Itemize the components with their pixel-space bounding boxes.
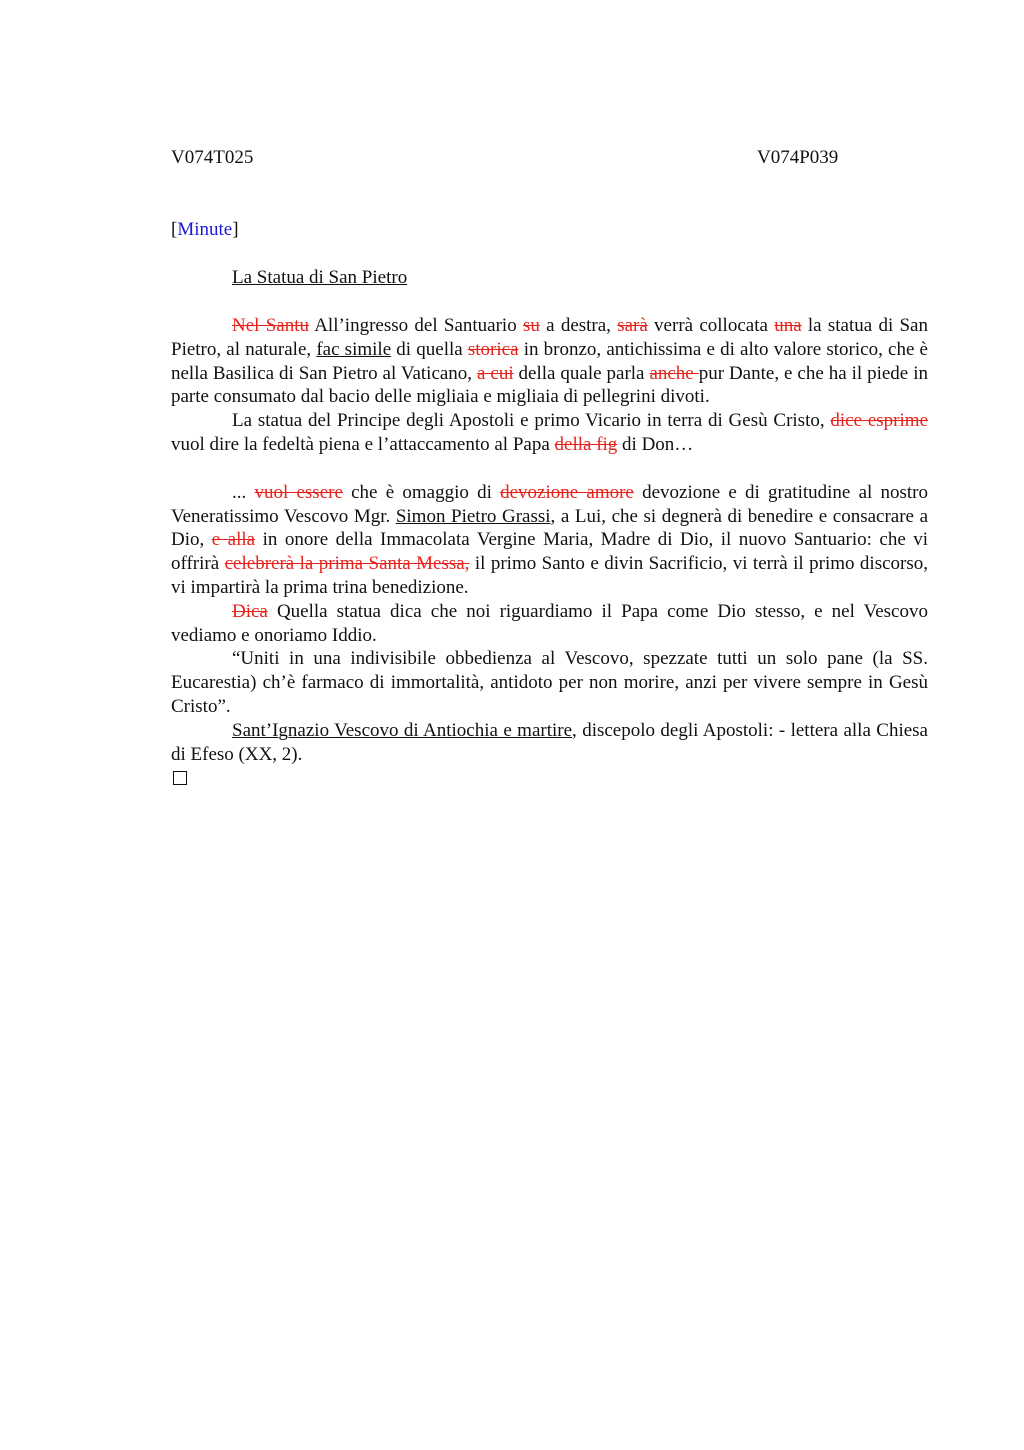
text-run: “Uniti in una indivisibile obbedienza al Vescovo, spezzate tutti un solo pane (la SS. Eucarestia) ch’è farmaco di immortalità, antidoto per non morire, anzi per vivere sempre in Gesù Cristo”. bbox=[171, 648, 928, 717]
deleted-text: su bbox=[522, 315, 540, 336]
text-run: a destra, bbox=[539, 315, 618, 336]
minute-label bbox=[171, 218, 928, 242]
document-title: La Statua di San Pietro bbox=[232, 267, 408, 288]
section-1 bbox=[171, 314, 928, 457]
text-run: della quale parla bbox=[513, 362, 650, 384]
text-run: in onore della Immacolata Vergine Maria, Madre di Dio, il nuovo Santuario: che vi offrirà bbox=[171, 529, 929, 575]
document-code-left: V074T025 bbox=[171, 147, 254, 168]
minute-open-bracket: [ bbox=[171, 219, 178, 240]
section-2 bbox=[171, 481, 928, 767]
deleted-text: della fig bbox=[554, 433, 618, 455]
paragraph bbox=[171, 314, 928, 409]
deleted-text: devozione amore bbox=[500, 481, 634, 503]
empty-square-icon bbox=[173, 771, 187, 785]
header-codes bbox=[171, 146, 928, 170]
text-run: in bronzo, antichissima e di alto valore storico, che è nella Basilica di San Pietro al Vaticano, bbox=[171, 338, 928, 384]
text-run: pur Dante, e che ha il piede in parte consumato dal bacio delle migliaia e migliaia di pellegrini divoti. bbox=[171, 362, 928, 408]
deleted-text: a cui bbox=[477, 362, 514, 384]
text-run: di quella bbox=[391, 338, 468, 360]
text-run: vuol dire la fedeltà piena e l’attaccamento al Papa bbox=[171, 433, 555, 455]
deleted-text: vuol essere bbox=[254, 481, 343, 503]
deleted-text: celebrerà la prima Santa Messa, bbox=[224, 553, 470, 575]
text-run: All’ingresso del Santuario bbox=[308, 315, 523, 336]
document-code-right: V074P039 bbox=[757, 147, 839, 168]
deleted-text: anche bbox=[649, 362, 699, 384]
deleted-text: Dica bbox=[232, 600, 268, 622]
paragraph bbox=[171, 481, 928, 600]
paragraph bbox=[171, 719, 928, 767]
text-run: , a Lui, che si degnerà di benedire e consacrare a Dio, bbox=[171, 505, 928, 551]
text-run: ... bbox=[232, 481, 255, 503]
text-run: il primo Santo e divin Sacrificio, vi terrà il primo discorso, vi impartirà la prima trina benedizione. bbox=[171, 553, 928, 598]
document-page bbox=[171, 146, 928, 785]
paragraph bbox=[171, 647, 928, 718]
underlined-text: fac simile bbox=[316, 338, 392, 360]
underlined-text: Sant’Ignazio Vescovo di Antiochia e martire bbox=[232, 719, 573, 741]
text-run: La statua del Principe degli Apostoli e primo Vicario in terra di Gesù Cristo, bbox=[232, 410, 831, 432]
deleted-text: storica bbox=[467, 338, 519, 360]
deleted-text: dice esprime bbox=[830, 410, 928, 432]
underlined-text: Simon Pietro Grassi bbox=[395, 505, 551, 527]
minute-link[interactable]: Minute bbox=[177, 219, 233, 240]
text-run: Quella statua dica che noi riguardiamo il Papa come Dio stesso, e nel Vescovo vediamo e onoriamo Iddio. bbox=[171, 600, 928, 646]
deleted-text: e alla bbox=[211, 529, 256, 551]
text-run: di Don… bbox=[617, 433, 694, 455]
text-run: , discepolo degli Apostoli: - lettera alla Chiesa di Efeso (XX, 2). bbox=[171, 719, 928, 765]
text-run: che è omaggio di bbox=[342, 481, 501, 503]
text-run: verrà collocata bbox=[647, 315, 775, 336]
paragraph bbox=[171, 600, 928, 648]
text-run: la statua di San Pietro, al naturale, bbox=[171, 315, 928, 360]
text-run: devozione e di gratitudine al nostro Veneratissimo Vescovo Mgr. bbox=[171, 481, 929, 527]
deleted-text: Nel Santu bbox=[232, 315, 309, 336]
deleted-text: sarà bbox=[617, 315, 648, 336]
document-title-row bbox=[171, 266, 928, 290]
deleted-text: una bbox=[774, 315, 802, 336]
minute-close-bracket: ] bbox=[232, 219, 239, 240]
paragraph bbox=[171, 409, 928, 457]
